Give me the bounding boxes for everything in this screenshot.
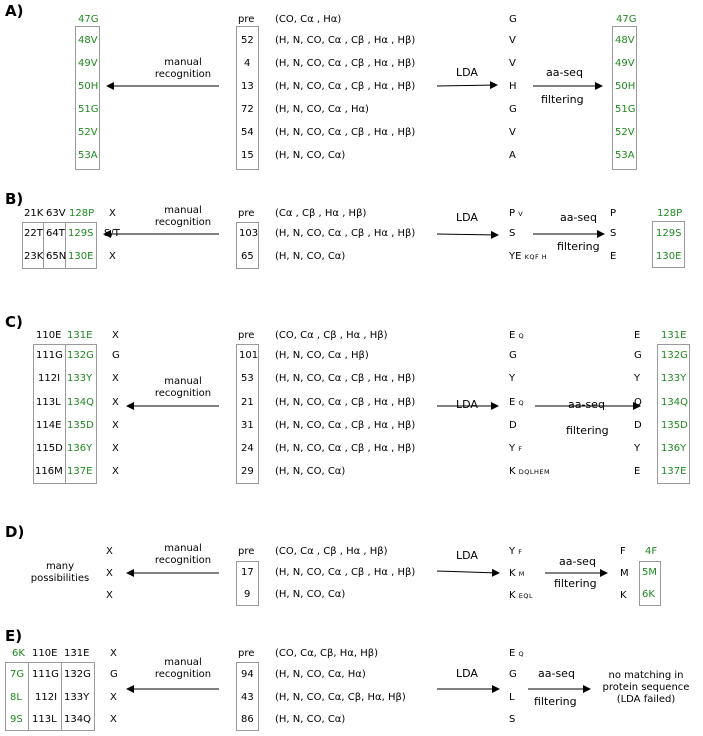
c-pre-value: 21 [241, 397, 254, 408]
d-mid: X [106, 590, 113, 601]
c-atoms: (H, N, CO, Cα) [275, 466, 346, 477]
e-manual-line1: manual [164, 657, 202, 668]
d-atoms: (H, N, CO, Cα , Cβ , Hα , Hβ) [275, 567, 416, 578]
e-lda-out: G [509, 669, 517, 680]
c-pre-value: 24 [241, 443, 254, 454]
d-right-top: 4F [645, 546, 658, 557]
c-grid-cell: 111G [36, 350, 63, 361]
b-atoms: (H, N, CO, Cα , Cβ , Hα , Hβ) [275, 228, 416, 239]
d-lda-out: K M [509, 568, 525, 579]
e-grid-cell: 113L [32, 714, 57, 725]
a-lda-out: H [509, 81, 517, 92]
c-grid-header: 110E [36, 330, 62, 341]
e-filtering-label: filtering [534, 695, 577, 708]
d-right-item: 6K [642, 589, 655, 600]
a-left-item: 51G [78, 104, 99, 115]
a-pre-value: 72 [241, 104, 254, 115]
a-left-item: 49V [78, 58, 98, 69]
b-right-letter: S [610, 228, 617, 239]
d-right-letter: M [620, 568, 629, 579]
b-grid-cell: 64T [46, 228, 65, 239]
b-grid-cell: 23K [24, 251, 44, 262]
c-lda-out: K DQLHEM [509, 466, 551, 477]
c-atoms: (H, N, CO, Cα , Cβ , Hα , Hβ) [275, 397, 416, 408]
c-lda-out: Y [509, 373, 516, 384]
c-lda-label: LDA [456, 398, 478, 411]
e-grid-cell: 7G [10, 669, 25, 680]
e-mid: G [110, 669, 118, 680]
c-grid-cell: 132G [67, 350, 94, 361]
e-grid-cell: 9S [10, 714, 23, 725]
c-atoms: (CO, Cα , Cβ , Hα , Hβ) [275, 330, 388, 341]
c-mid: X [112, 443, 119, 454]
b-manual-line1: manual [164, 205, 202, 216]
c-grid-cell: 114E [36, 420, 62, 431]
c-filtering-label: filtering [566, 424, 609, 437]
a-atoms: (H, N, CO, Cα) [275, 150, 346, 161]
c-grid-cell: 113L [36, 397, 61, 408]
e-grid-cell: 111G [32, 669, 59, 680]
d-right-letter: K [620, 590, 627, 601]
c-lda-out: E Q [509, 330, 525, 341]
a-pre-header: pre [238, 14, 255, 25]
b-mid: S/T [104, 228, 120, 239]
arrow-a-lda [437, 85, 497, 86]
e-result-line2: protein sequence [602, 682, 690, 693]
b-lda-out: S [509, 228, 516, 239]
b-mid: X [109, 208, 116, 219]
b-right-letter: P [610, 208, 617, 219]
c-lda-out: E Q [509, 397, 525, 408]
c-grid-cell: 135D [67, 420, 94, 431]
a-right-item: 53A [615, 150, 635, 161]
c-mid: X [112, 397, 119, 408]
d-lda-label: LDA [456, 549, 478, 562]
a-pre-value: 54 [241, 127, 254, 138]
c-pre-box [236, 344, 259, 484]
e-pre-value: 43 [241, 692, 254, 703]
b-grid-header: 21K [24, 208, 44, 219]
c-mid: X [112, 373, 119, 384]
e-grid-cell: 112I [35, 692, 58, 703]
a-manual-line2: recognition [154, 69, 212, 80]
b-filtering-label: filtering [557, 240, 600, 253]
d-mid: X [106, 568, 113, 579]
b-aaseq-label: aa-seq [560, 211, 597, 224]
b-lda-label: LDA [456, 211, 478, 224]
panel-label-a: A) [5, 2, 24, 20]
c-right-letter: Y [634, 443, 641, 454]
c-right-letter: Y [634, 373, 641, 384]
a-pre-box [236, 26, 259, 170]
d-lda-out: K EQL [509, 590, 534, 601]
b-right-item: 129S [656, 228, 682, 239]
c-right-item: 137E [661, 466, 687, 477]
panel-label-c: C) [5, 313, 23, 331]
c-right-letter: E [634, 466, 641, 477]
b-grid-header: 63V [46, 208, 66, 219]
b-grid-cell: 65N [46, 251, 67, 262]
e-atoms: (H, N, CO, Cα, Cβ, Hα, Hβ) [275, 692, 406, 703]
d-aaseq-label: aa-seq [559, 555, 596, 568]
e-grid-header: 131E [64, 648, 90, 659]
c-right-letter: G [634, 350, 642, 361]
b-manual-line2: recognition [154, 217, 212, 228]
d-right-item: 5M [642, 567, 657, 578]
c-grid-cell: 133Y [67, 373, 93, 384]
a-atoms: (H, N, CO, Cα , Cβ , Hα , Hβ) [275, 35, 416, 46]
a-pre-value: 13 [241, 81, 254, 92]
d-pre-header: pre [238, 546, 255, 557]
a-pre-value: 52 [241, 35, 254, 46]
e-grid-header: 6K [12, 648, 25, 659]
e-grid-cell: 134Q [64, 714, 91, 725]
e-grid-header: 110E [32, 648, 58, 659]
c-mid: X [112, 466, 119, 477]
c-lda-out: G [509, 350, 517, 361]
a-left-top: 47G [78, 14, 99, 25]
a-lda-label: LDA [456, 66, 478, 79]
d-lda-out: Y F [509, 546, 523, 557]
b-mid: X [109, 251, 116, 262]
c-grid-col [65, 344, 97, 484]
c-right-item: 133Y [661, 373, 687, 384]
e-pre-value: 94 [241, 669, 254, 680]
e-atoms: (CO, Cα, Cβ, Hα, Hβ) [275, 648, 379, 659]
a-pre-value: 4 [244, 58, 251, 69]
b-grid-cell: 129S [68, 228, 94, 239]
d-many-line1: many [45, 561, 75, 572]
b-pre-header: pre [238, 208, 255, 219]
a-right-box [612, 26, 637, 170]
c-lda-out: Y F [509, 443, 523, 454]
e-grid-cell: 8L [10, 692, 22, 703]
a-lda-out: G [509, 104, 517, 115]
a-right-item: 52V [615, 127, 635, 138]
e-mid: X [110, 692, 117, 703]
e-result-line3: (LDA failed) [616, 694, 676, 705]
c-right-top: 131E [661, 330, 687, 341]
c-mid: X [112, 330, 119, 341]
a-left-box [75, 26, 100, 170]
c-grid-header: 131E [67, 330, 93, 341]
d-manual-line2: recognition [154, 555, 212, 566]
panel-label-b: B) [5, 190, 24, 208]
a-right-item: 49V [615, 58, 635, 69]
c-aaseq-label: aa-seq [568, 398, 605, 411]
c-right-letter: Q [634, 397, 642, 408]
c-grid-cell: 134Q [67, 397, 94, 408]
e-lda-out: E Q [509, 648, 525, 659]
e-result-line1: no matching in [608, 670, 684, 681]
c-right-item: 134Q [661, 397, 688, 408]
d-atoms: (CO, Cα , Cβ , Hα , Hβ) [275, 546, 388, 557]
arrow-b-lda [437, 234, 498, 235]
a-atoms: (H, N, CO, Cα , Cβ , Hα , Hβ) [275, 58, 416, 69]
d-atoms: (H, N, CO, Cα) [275, 589, 346, 600]
d-pre-value: 9 [244, 589, 251, 600]
d-manual-line1: manual [164, 543, 202, 554]
arrow-d-lda [437, 571, 499, 573]
b-lda-out: YE KQF H [509, 251, 548, 262]
e-lda-label: LDA [456, 667, 478, 680]
panel-label-d: D) [5, 523, 25, 541]
b-right-item: 130E [656, 251, 682, 262]
c-manual-line1: manual [164, 376, 202, 387]
b-grid-header: 128P [69, 208, 95, 219]
e-pre-header: pre [238, 648, 255, 659]
b-right-top: 128P [657, 208, 683, 219]
c-right-item: 136Y [661, 443, 687, 454]
b-atoms: (H, N, CO, Cα) [275, 251, 346, 262]
d-pre-value: 17 [241, 567, 254, 578]
e-manual-line2: recognition [154, 669, 212, 680]
a-lda-out: V [509, 35, 516, 46]
b-grid-cell: 22T [24, 228, 43, 239]
c-grid-cell: 116M [35, 466, 63, 477]
c-pre-header: pre [238, 330, 255, 341]
a-right-top: 47G [616, 14, 637, 25]
e-mid: X [110, 648, 117, 659]
c-lda-out: D [509, 420, 517, 431]
c-right-box [657, 344, 690, 484]
e-grid-cell: 132G [64, 669, 91, 680]
c-grid-cell: 115D [36, 443, 63, 454]
a-filtering-label: filtering [541, 93, 584, 106]
a-left-item: 50H [78, 81, 99, 92]
e-pre-value: 86 [241, 714, 254, 725]
b-pre-value: 103 [239, 228, 259, 239]
a-lda-out: V [509, 58, 516, 69]
a-left-item: 52V [78, 127, 98, 138]
c-atoms: (H, N, CO, Cα , Hβ) [275, 350, 369, 361]
c-pre-value: 53 [241, 373, 254, 384]
a-right-item: 50H [615, 81, 636, 92]
b-atoms: (Cα , Cβ , Hα , Hβ) [275, 208, 367, 219]
a-lda-out: A [509, 150, 516, 161]
c-atoms: (H, N, CO, Cα , Cβ , Hα , Hβ) [275, 373, 416, 384]
a-manual-line1: manual [164, 57, 202, 68]
c-grid-cell: 136Y [67, 443, 93, 454]
c-grid-cell: 112I [38, 373, 61, 384]
a-atoms: (CO, Cα , Hα) [275, 14, 342, 25]
a-atoms: (H, N, CO, Cα , Hα) [275, 104, 369, 115]
e-lda-out: S [509, 714, 516, 725]
c-atoms: (H, N, CO, Cα , Cβ , Hα , Hβ) [275, 420, 416, 431]
d-many-line2: possibilities [30, 573, 90, 584]
e-lda-out: L [509, 692, 515, 703]
c-right-letter: D [634, 420, 642, 431]
c-mid: G [112, 350, 120, 361]
a-lda-out: V [509, 127, 516, 138]
a-right-item: 51G [615, 104, 636, 115]
d-right-letter: F [620, 546, 626, 557]
d-filtering-label: filtering [554, 577, 597, 590]
c-pre-value: 29 [241, 466, 254, 477]
a-right-item: 48V [615, 35, 635, 46]
a-left-item: 48V [78, 35, 98, 46]
c-pre-value: 101 [239, 350, 259, 361]
c-right-item: 132G [661, 350, 688, 361]
c-right-letter: E [634, 330, 641, 341]
b-right-letter: E [610, 251, 617, 262]
e-mid: X [110, 714, 117, 725]
a-atoms: (H, N, CO, Cα , Cβ , Hα , Hβ) [275, 81, 416, 92]
a-lda-out: G [509, 14, 517, 25]
e-atoms: (H, N, CO, Cα) [275, 714, 346, 725]
e-aaseq-label: aa-seq [538, 667, 575, 680]
c-atoms: (H, N, CO, Cα , Cβ , Hα , Hβ) [275, 443, 416, 454]
a-pre-value: 15 [241, 150, 254, 161]
e-atoms: (H, N, CO, Cα, Hα) [275, 669, 366, 680]
a-left-item: 53A [78, 150, 98, 161]
e-grid-cell: 133Y [64, 692, 90, 703]
b-lda-out: P V [509, 208, 524, 219]
b-grid-cell: 130E [68, 251, 94, 262]
c-pre-value: 31 [241, 420, 254, 431]
panel-label-e: E) [5, 627, 23, 645]
d-mid: X [106, 546, 113, 557]
c-mid: X [112, 420, 119, 431]
b-pre-value: 65 [241, 251, 254, 262]
a-aaseq-label: aa-seq [546, 66, 583, 79]
c-manual-line2: recognition [154, 388, 212, 399]
c-grid-cell: 137E [67, 466, 93, 477]
c-right-item: 135D [661, 420, 688, 431]
a-atoms: (H, N, CO, Cα , Cβ , Hα , Hβ) [275, 127, 416, 138]
c-grid-col [33, 344, 66, 484]
